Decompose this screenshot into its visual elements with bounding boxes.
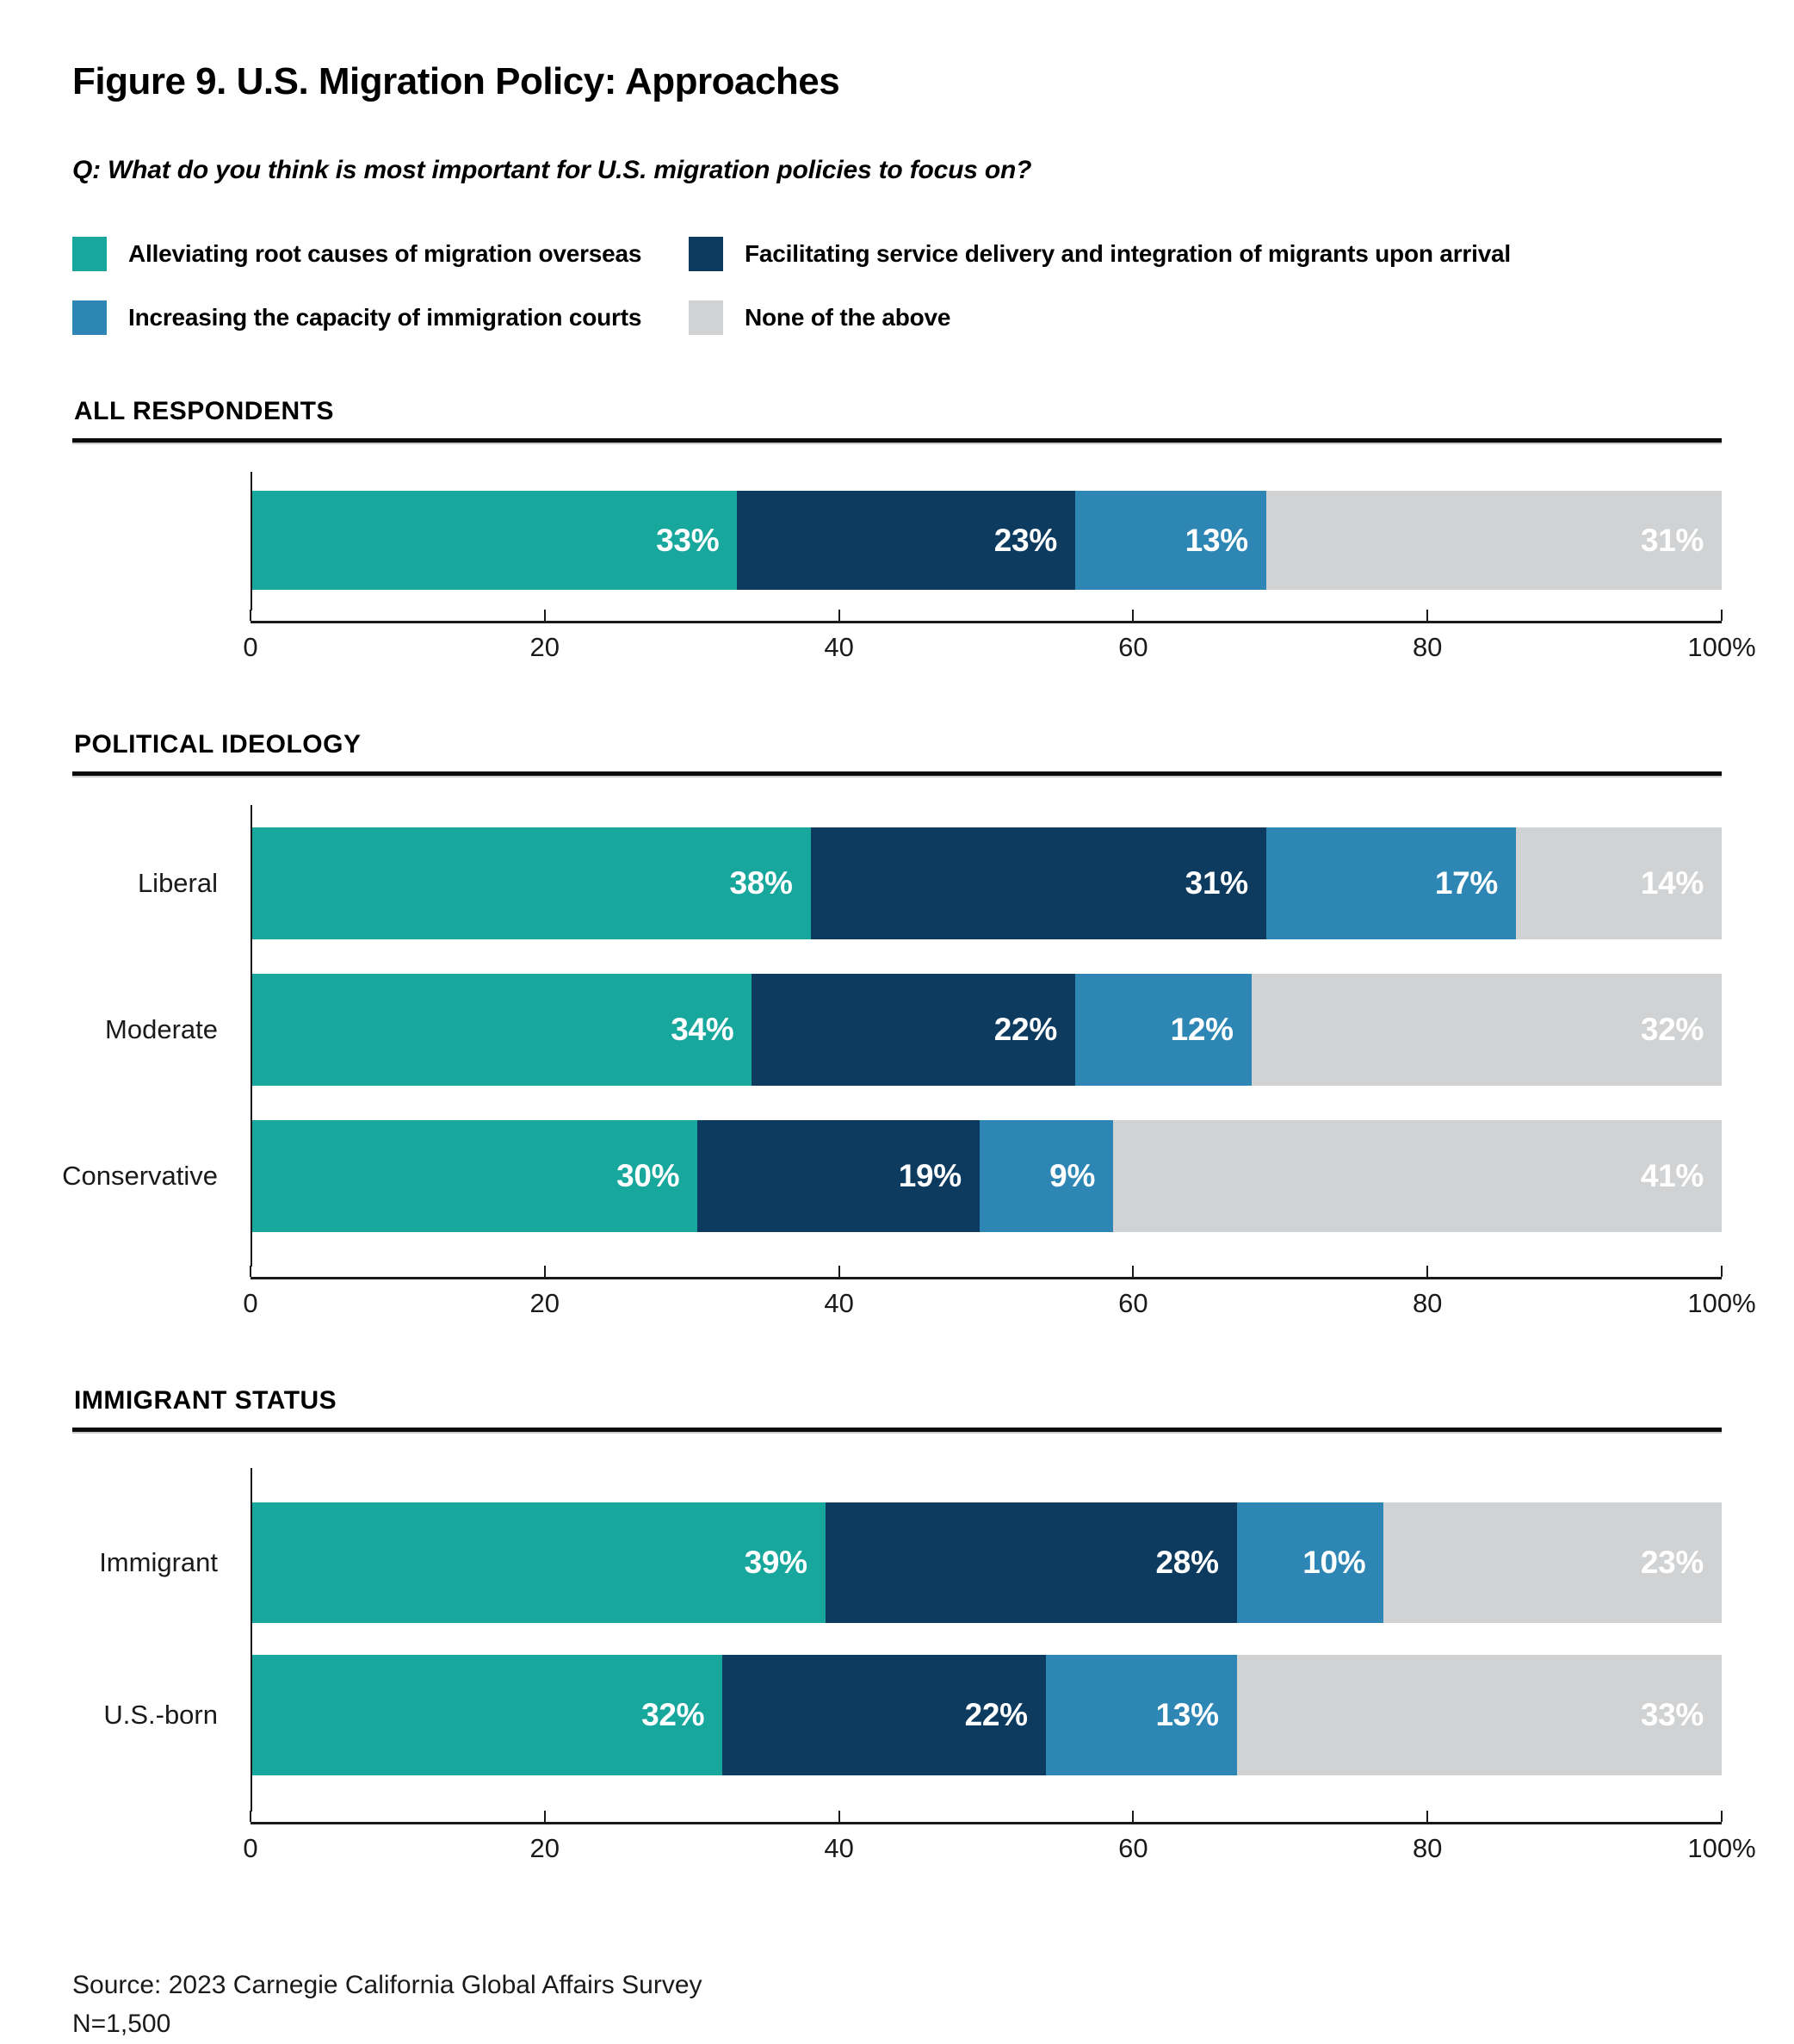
legend-swatch-teal [72,237,107,271]
x-axis-tick-labels [243,1833,1756,1869]
bar-segment-teal [252,491,737,590]
bar-segment-gray [1113,1120,1722,1232]
x-axis [251,1267,1722,1279]
bar-segment-navy [722,1655,1046,1775]
legend-label: None of the above [745,304,951,331]
section-title: POLITICAL IDEOLOGY [74,730,362,759]
bar-rows [99,1468,1722,1812]
axis-tick-label: 40 [824,1288,854,1319]
section-political-ideology [62,730,1756,1324]
bar-row [103,1655,1722,1775]
axis-tick-label: 80 [1412,632,1443,663]
section-title: IMMIGRANT STATUS [74,1386,337,1415]
bar-segment-label: 13% [1155,1697,1219,1733]
axis-tick-label: 40 [824,1833,854,1864]
axis-tick-label: 100% [1687,632,1756,663]
axis-tick [250,1811,251,1822]
section-rule [72,438,1722,444]
legend-swatch-blue [72,300,107,335]
axis-tick [250,610,251,621]
bar-segment-label: 34% [671,1012,734,1048]
bar-segment-teal [252,974,752,1086]
source-line: Source: 2023 Carnegie California Global Affairs Survey [72,1971,702,2000]
figure-title: Figure 9. U.S. Migration Policy: Approaches [72,60,840,102]
section-immigrant-status [72,1386,1756,1869]
axis-tick [1132,610,1134,621]
bar-segment-blue [1266,827,1516,939]
section-rule [72,1428,1722,1434]
legend-label: Facilitating service delivery and integration of migrants upon arrival [745,240,1512,268]
bar-row-label: Moderate [105,1014,218,1045]
bar-segment-teal [252,1502,826,1623]
bar-segment-label: 32% [641,1697,705,1733]
bar-segment-navy [752,974,1075,1086]
axis-tick [1721,1266,1723,1277]
bar-segment-blue [980,1120,1113,1232]
source-note [72,1966,1722,2043]
bar-segment-blue [1237,1502,1384,1623]
axis-tick [1721,1811,1723,1822]
axis-tick [838,1811,840,1822]
axis-tick [1426,1266,1428,1277]
axis-tick-label: 80 [1412,1833,1443,1864]
bar-row [252,491,1722,590]
bar-row-label: Conservative [62,1161,218,1192]
bar-row-label: Liberal [137,868,218,899]
bar-segment-label: 12% [1170,1012,1234,1048]
stacked-bar [252,1655,1722,1775]
chart-all-respondents [72,472,1756,668]
chart-political-ideology [62,805,1756,1324]
bar-segment-label: 9% [1049,1158,1096,1194]
bar-segment-label: 17% [1434,865,1499,901]
bar-segment-label: 19% [898,1158,962,1194]
bar-segment-gray [1252,974,1722,1086]
axis-tick-label: 100% [1687,1288,1756,1319]
stacked-bar [252,1120,1722,1232]
bar-segment-label: 31% [1640,522,1704,558]
bar-segment-gray [1266,491,1722,590]
axis-tick-label: 20 [529,632,560,663]
axis-tick [838,610,840,621]
axis-tick-label: 60 [1118,1288,1148,1319]
legend [72,237,1722,335]
axis-tick [1132,1811,1134,1822]
survey-question: Q: What do you think is most important for U.S. migration policies to focus on? [72,156,1032,185]
axis-tick [250,1266,251,1277]
bar-segment-teal [252,1120,697,1232]
bar-segment-navy [697,1120,980,1232]
x-axis [251,610,1722,623]
bar-segment-label: 14% [1640,865,1704,901]
stacked-bar [252,827,1722,939]
bar-segment-label: 39% [744,1545,807,1581]
bar-segment-label: 32% [1640,1012,1704,1048]
x-axis-line [251,1822,1722,1824]
bar-row [99,1502,1722,1623]
bar-row-label: U.S.-born [103,1700,218,1731]
bar-segment-label: 22% [993,1012,1057,1048]
bar-segment-label: 13% [1185,522,1248,558]
bar-segment-teal [252,1655,722,1775]
bar-rows [62,805,1722,1267]
bar-segment-blue [1046,1655,1237,1775]
axis-tick-label: 60 [1118,632,1148,663]
bar-segment-label: 33% [1640,1697,1704,1733]
axis-tick [1426,1811,1428,1822]
axis-tick-label: 0 [243,1833,258,1864]
x-axis [251,1812,1722,1824]
axis-tick [838,1266,840,1277]
bar-segment-label: 33% [656,522,720,558]
section-title: ALL RESPONDENTS [74,397,334,426]
axis-tick-label: 60 [1118,1833,1148,1864]
axis-tick-label: 80 [1412,1288,1443,1319]
x-axis-tick-labels [243,632,1756,668]
bar-row [62,1120,1722,1232]
legend-item [72,300,689,335]
bar-segment-label: 41% [1640,1158,1704,1194]
axis-tick-label: 0 [243,1288,258,1319]
axis-tick-label: 40 [824,632,854,663]
bar-segment-navy [737,491,1075,590]
bar-segment-navy [826,1502,1237,1623]
axis-tick [1132,1266,1134,1277]
sample-size: N=1,500 [72,2010,171,2039]
legend-item [72,237,689,271]
bar-segment-gray [1383,1502,1722,1623]
bar-segment-teal [252,827,811,939]
bar-segment-label: 22% [964,1697,1028,1733]
bar-segment-blue [1075,974,1252,1086]
legend-label: Increasing the capacity of immigration courts [128,304,642,331]
bar-row-label: Immigrant [99,1547,218,1578]
bar-segment-label: 10% [1302,1545,1366,1581]
bar-segment-gray [1516,827,1722,939]
axis-tick-label: 0 [243,632,258,663]
axis-tick [544,1811,546,1822]
stacked-bar [252,1502,1722,1623]
bar-segment-navy [811,827,1266,939]
legend-item [689,300,1722,335]
legend-swatch-gray [689,300,723,335]
bar-segment-label: 38% [729,865,793,901]
bar-segment-blue [1075,491,1266,590]
bar-segment-label: 23% [1640,1545,1704,1581]
x-axis-line [251,621,1722,623]
x-axis-tick-labels [243,1288,1756,1324]
legend-swatch-navy [689,237,723,271]
bar-segment-label: 31% [1185,865,1248,901]
bar-rows [251,472,1722,610]
section-rule [72,771,1722,777]
axis-tick [1721,610,1723,621]
axis-tick-label: 20 [529,1833,560,1864]
bar-segment-label: 28% [1155,1545,1219,1581]
axis-tick-label: 20 [529,1288,560,1319]
bar-segment-label: 30% [616,1158,680,1194]
x-axis-line [251,1277,1722,1279]
axis-tick [544,1266,546,1277]
bar-row [105,974,1722,1086]
legend-item [689,237,1722,271]
section-all-respondents [72,397,1756,668]
bar-segment-gray [1237,1655,1722,1775]
stacked-bar [252,491,1722,590]
bar-segment-label: 23% [993,522,1057,558]
stacked-bar [252,974,1722,1086]
axis-tick [1426,610,1428,621]
legend-label: Alleviating root causes of migration overseas [128,240,642,268]
axis-tick [544,610,546,621]
axis-tick-label: 100% [1687,1833,1756,1864]
bar-row [137,827,1722,939]
chart-immigrant-status [72,1468,1756,1869]
